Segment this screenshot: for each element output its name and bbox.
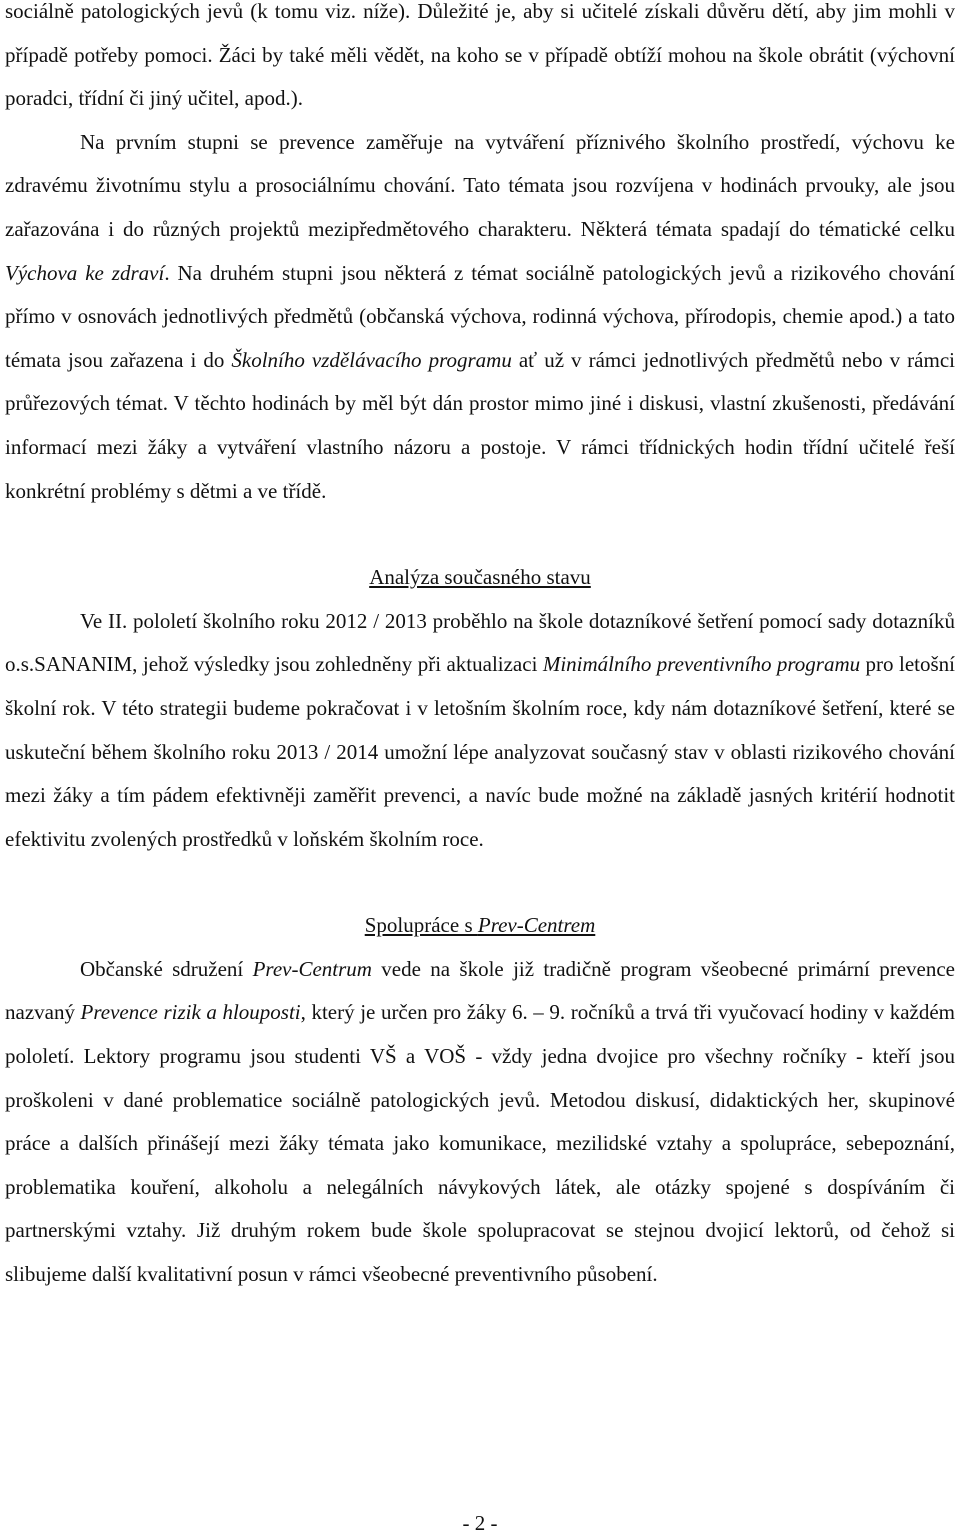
paragraph-first-stage-prevention: Na prvním stupni se prevence zaměřuje na vytváření příznivého školního prostředí, výchovu ke zdravému životnímu stylu a prosociálnímu chování. Tato témata jsou rozvíjena v hodinách prvouky, ale jsou zařazována i do různých projektů mezipředmětového charakteru. Některá témata spadají do tématické celku Výchova ke zdraví. Na druhém stupni jsou některá z témat sociálně patologických jevů a rizikového chování přímo v osnovách jednotlivých předmětů (občanská výchova, rodinná výchova, přírodopis, chemie apod.) a tato témata jsou zařazena i do Školního vzdělávacího programu ať už v rámci jednotlivých předmětů nebo v rámci průřezových témat. V těchto hodinách by měl být dán prostor mimo jiné i diskusi, vlastní zkušenosti, předávání informací mezi žáky a vytváření vlastního názoru a postoje. V rámci třídnických hodin třídní učitelé řeší konkrétní problémy s dětmi a ve třídě. (5, 129, 956, 503)
section-heading-cooperation: Spolupráce s Prev-Centrem (364, 913, 596, 938)
section-heading-analysis: Analýza současného stavu (369, 565, 591, 590)
document-page (5, 0, 955, 1297)
page-number: - 2 - (462, 1511, 498, 1535)
paragraph-prev-centrum: Občanské sdružení Prev-Centrum vede na škole již tradičně program všeobecné primární prevence nazvaný Prevence rizik a hlouposti, který je určen pro žáky 6. – 9. ročníků a trvá tři vyučovací hodiny v každém pololetí. Lektory programu jsou studenti VŠ a VOŠ - vždy jedna dvojice pro všechny ročníky - kteří jsou proškoleni v dané problematice sociálně patologických jevů. Metodou diskusí, didaktických her, skupinové práce a dalších přinášejí mezi žáky témata jako komunikace, mezilidské vztahy a spolupráce, sebepoznání, problematika kouření, alkoholu a nelegálních návykových látek, ale otázky spojené s dospíváním či partnerskými vztahy. Již druhým rokem bude škole spolupracovat se stejnou dvojicí lektorů, od čehož si slibujeme další kvalitativní posun v rámci všeobecné preventivního působení. (5, 956, 955, 1287)
paragraph-analysis: Ve II. pololetí školního roku 2012 / 2013 proběhlo na škole dotazníkové šetření pomocí sady dotazníků o.s.SANANIM, jehož výsledky jsou zohledněny při aktualizaci Minimálního preventivního programu pro letošní školní rok. V této strategii budeme pokračovat i v letošním školním roce, kdy nám dotazníkové šetření, které se uskuteční během školního roku 2013 / 2014 umožní lépe analyzovat současný stav v oblasti rizikového chování mezi žáky a tím pádem efektivněji zaměřit prevenci, a navíc bude možné na základě jasných kritérií hodnotit efektivitu zvolených prostředků v loňském školním roce. (5, 608, 955, 851)
section-gap (5, 513, 955, 556)
section-gap (5, 861, 955, 904)
paragraph-intro-continuation: sociálně patologických jevů (k tomu viz. níže). Důležité je, aby si učitelé získali důvěru dětí, aby jim mohli v případě potřeby pomoci. Žáci by také měli vědět, na koho se v případě obtíží mohou na škole obrátit (výchovní poradci, třídní či jiný učitel, apod.). (5, 0, 955, 111)
